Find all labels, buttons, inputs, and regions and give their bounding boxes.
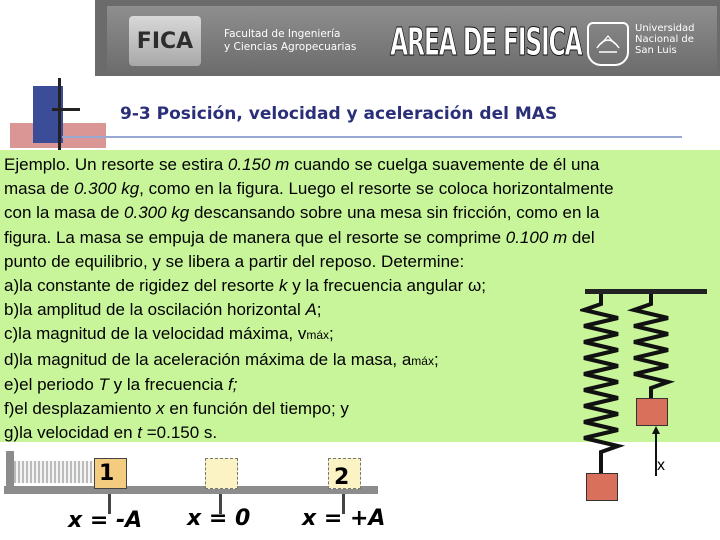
block-equilibrium	[205, 458, 238, 489]
title-underline	[62, 136, 682, 138]
question-c: c)la magnitud de la velocidad máxima, vmáx;	[4, 324, 334, 344]
slide-title: 9-3 Posición, velocidad y aceleración del MAS	[120, 104, 558, 124]
university-line-3: San Luis	[635, 45, 677, 56]
area-title: AREA DE FISICA	[390, 20, 582, 64]
fica-logo	[129, 16, 201, 66]
horizontal-spring	[14, 461, 98, 483]
position-label-zero: x = 0	[187, 506, 251, 531]
mass-block-relaxed	[636, 398, 668, 426]
question-a: a)la constante de rigidez del resorte k y la frecuencia angular ω;	[4, 276, 487, 296]
question-e: e)el periodo T y la frecuencia f;	[4, 374, 238, 394]
track-rail	[4, 486, 378, 494]
university-line-2: Nacional de	[635, 34, 694, 45]
spring-stretched	[584, 294, 618, 474]
faculty-line-1: Facultad de Ingeniería	[224, 28, 341, 40]
question-d: d)la magnitud de la aceleración máxima de la masa, amáx;	[4, 349, 439, 369]
text-line: masa de 0.300 kg, como en la figura. Luego el resorte se coloca horizontalmente	[4, 179, 614, 199]
text-line: con la masa de 0.300 kg descansando sobre una mesa sin fricción, como en la	[4, 203, 600, 223]
question-g: g)la velocidad en t =0.150 s.	[4, 423, 218, 443]
spring-relaxed	[634, 294, 668, 398]
banner-panel	[107, 6, 717, 72]
header-banner	[95, 0, 720, 76]
wall-support	[6, 451, 14, 491]
axis-label-x: x	[657, 457, 665, 474]
mass-block-stretched	[586, 473, 618, 501]
label-position-2: 2	[334, 465, 350, 490]
position-label-pos-a: x = +A	[302, 506, 386, 531]
position-label-neg-a: x = -A	[68, 508, 143, 533]
label-position-1: 1	[99, 461, 115, 486]
text-line: figura. La masa se empuja de manera que el resorte se comprime 0.100 m del	[4, 227, 595, 247]
x-axis-arrow	[652, 426, 660, 434]
university-name	[635, 23, 694, 56]
question-b: b)la amplitud de la oscilación horizontal A;	[4, 300, 322, 320]
faculty-name	[224, 28, 356, 54]
text-line: punto de equilibrio, y se libera a partir del reposo. Determine:	[4, 251, 465, 271]
decorative-horizontal-line	[52, 108, 80, 111]
university-line-1: Universidad	[635, 23, 695, 34]
university-seal-icon	[587, 22, 629, 66]
faculty-line-2: y Ciencias Agropecuarias	[224, 41, 357, 53]
fica-logo-text: FICA	[136, 29, 194, 54]
text-line: Ejemplo. Un resorte se estira 0.150 m cuando se cuelga suavemente de él una	[4, 155, 600, 174]
question-f: f)el desplazamiento x en función del tiempo; y	[4, 399, 349, 419]
